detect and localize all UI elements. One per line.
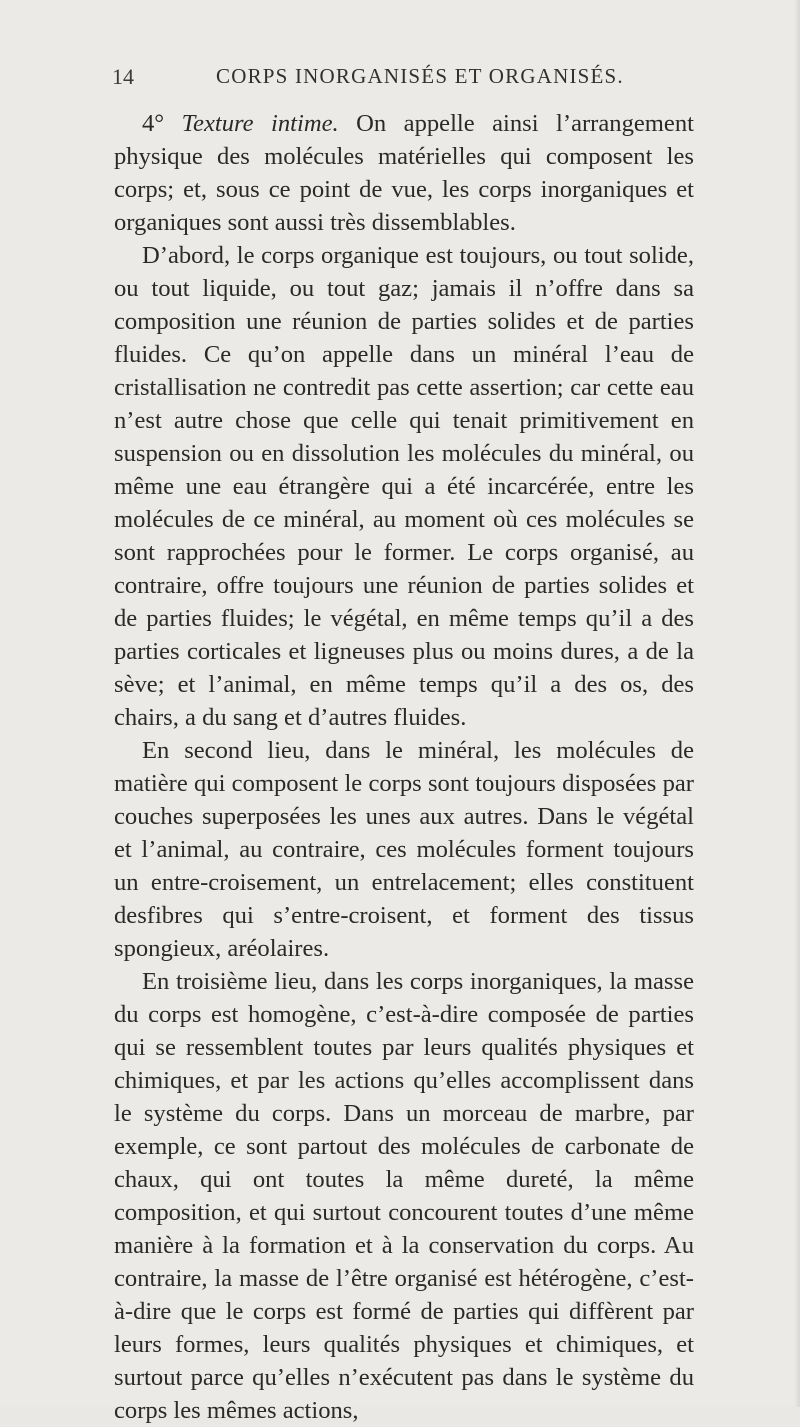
page-number: 14 (112, 64, 134, 89)
body-text (114, 107, 694, 1427)
running-head: CORPS INORGANISÉS ET ORGANISÉS. (216, 64, 624, 88)
paragraph-text: D’abord, le corps organique est toujours, ou tout solide, ou tout liquide, ou tout gaz; jamais il n’offre dans sa composition une réunion de parties solides et de parties fluides. Ce qu’on appelle dans un minéral l’eau de cristallisation ne contredit pas cette assertion; car cette eau n’est autre chose que celle qui tenait primitivement en suspension ou en dissolution les molécules du minéral, ou même une eau étrangère qui a été incarcérée, entre les molécules de ce minéral, au moment où ces molécules se sont rapprochées pour le former. Le corps organisé, au contraire, offre toujours une réunion de parties solides et de parties fluides; le végétal, en même temps qu’il a des parties corticales et ligneuses plus ou moins dures, a de la sève; et l’animal, en même temps qu’il a des os, des chairs, a du sang et d’autres fluides. (114, 242, 694, 731)
paragraph-texture-intime (114, 107, 694, 239)
section-title: Texture intime. (181, 110, 339, 137)
paragraph-text: En second lieu, dans le minéral, les molécules de matière qui composent le corps sont toujours disposées par couches superposées les unes aux autres. Dans le végétal et l’animal, au contraire, ces molécules forment toujours un entre-croisement, un entrelacement; elles constituent desfibres qui s’entre-croisent, et forment des tissus spongieux, aréolaires. (114, 737, 694, 962)
page-header (112, 56, 692, 96)
paragraph-text: On appelle ainsi l’arrangement physique des molécules matérielles qui composent les corps; et, sous ce point de vue, les corps inorganiques et organiques sont aussi très dissemblables. (114, 110, 694, 236)
paragraph-text: En troisième lieu, dans les corps inorganiques, la masse du corps est homogène, c’est-à-dire composée de parties qui se ressemblent toutes par leurs qualités physiques et chimiques, et par les actions qu’elles accomplissent dans le système du corps. Dans un morceau de marbre, par exemple, ce sont partout des molécules de carbonate de chaux, qui ont toutes la même dureté, la même composition, et qui surtout concourent toutes d’une même manière à la formation et à la conservation du corps. Au contraire, la masse de l’être organisé est hétérogène, c’est-à-dire que le corps est formé de parties qui diffèrent par leurs formes, leurs qualités physiques et chimiques, et surtout parce qu’elles n’exécutent pas dans le système du corps les mêmes actions, (114, 968, 694, 1424)
paragraph-troisieme-lieu (114, 965, 694, 1427)
page-edge-shadow (794, 0, 800, 1407)
section-number: 4° (142, 110, 165, 137)
paragraph-second-lieu (114, 734, 694, 965)
paragraph-dabord (114, 239, 694, 734)
